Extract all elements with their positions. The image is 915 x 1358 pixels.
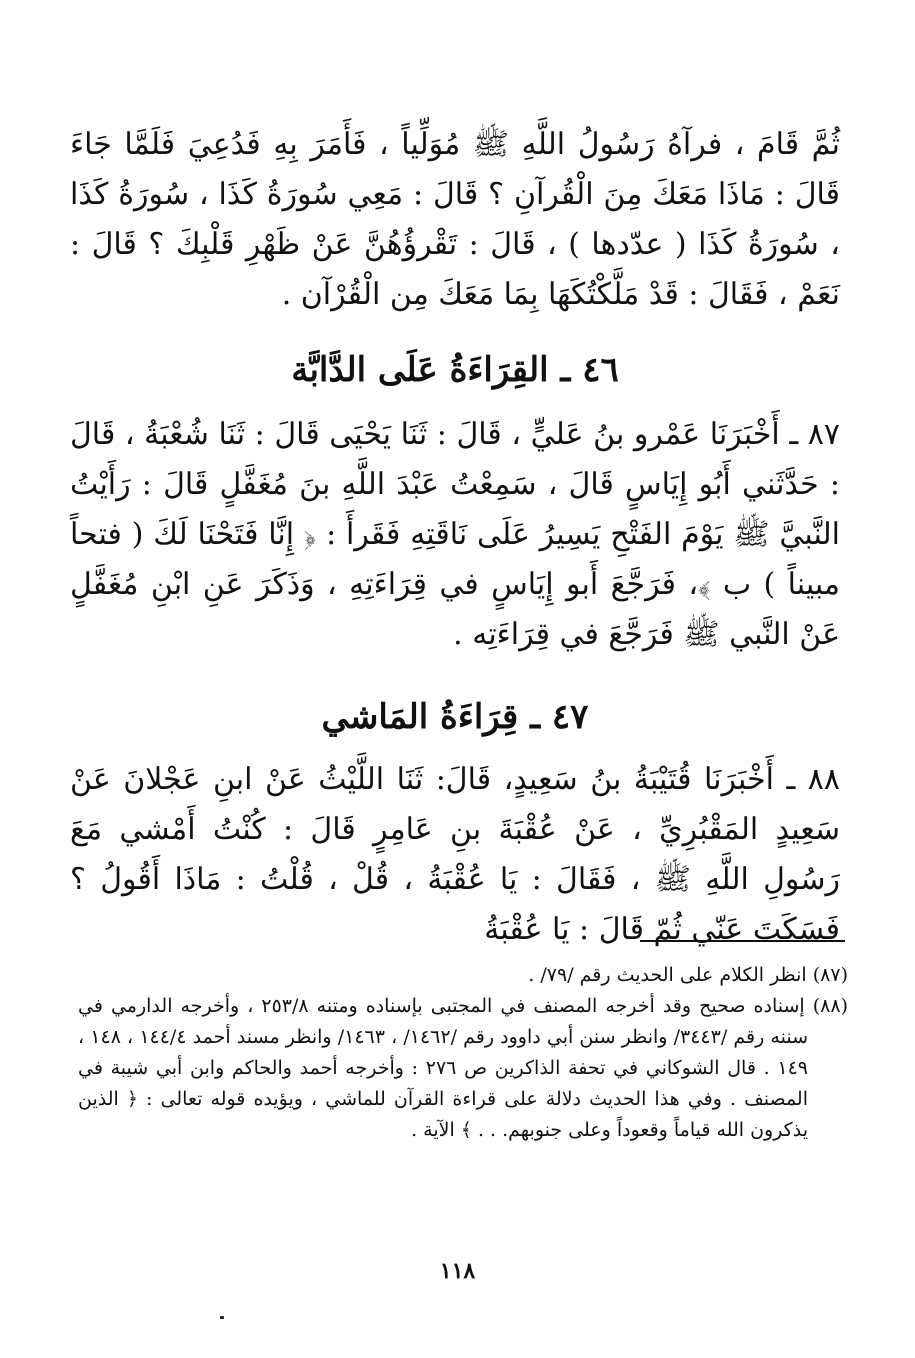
footnote-separator bbox=[640, 940, 845, 942]
scan-speck bbox=[220, 1316, 224, 1319]
hadith-88-text: ٨٨ ـ أَخْبَرَنَا قُتَيْبَةُ بنُ سَعِيدٍ، قَالَ: ثَنَا اللَّيْثُ عَنْ ابنِ عَجْلانَ عَنْ سَعِيدٍ المَقْبُرِيِّ ، عَنْ عُقْبَةَ بنِ عَامِرٍ قَالَ : كُنْتُ أَمْشي مَعَ رَسُولِ اللَّهِ ﷺ ، فَقَالَ : يَا عُقْبَةُ ، قُلْ ، قُلْتُ : مَاذَا أَقُولُ ؟ فَسَكَتَ عَنّي ثُمّ قَالَ : يَا عُقْبَةُ bbox=[70, 762, 840, 947]
continuation-text: ثُمَّ قَامَ ، فرآهُ رَسُولُ اللَّهِ ﷺ مُوَلِّياً ، فَأَمَرَ بِهِ فَدُعِيَ فَلَمَّا جَاءَ قَالَ : مَاذَا مَعَكَ مِنَ الْقُرآنِ ؟ قَالَ : مَعِي سُورَةُ كَذَا ، سُورَةُ كَذَا ، سُورَةُ كَذَا ( عدّدها ) ، قَالَ : تَقْرؤُهُنَّ عَنْ ظَهْرِ قَلْبِكَ ؟ قَالَ : نَعَمْ ، فَقَالَ : قَدْ مَلَّكْتُكَهَا بِمَا مَعَكَ مِن الْقُرْآن . bbox=[70, 127, 840, 312]
chapter-heading-47: ٤٧ ـ قِرَاءَةُ المَاشي bbox=[321, 697, 589, 737]
continuation-paragraph bbox=[70, 120, 840, 320]
page-number: ١١٨ bbox=[439, 1258, 476, 1284]
chapter-heading-46: ٤٦ ـ القِرَاءَةُ عَلَى الدَّابَّة bbox=[291, 350, 619, 390]
footnote-87: (٨٧) انظر الكلام على الحديث رقم /٧٩/ . bbox=[528, 964, 848, 986]
hadith-87-text: ٨٧ ـ أَخْبَرَنَا عَمْرو بنُ عَليٍّ ، قَالَ : ثَنَا يَحْيَى قَالَ : ثَنَا شُعْبَةُ ، قَالَ : حَدَّثَني أَبُو إِيَاسٍ قَالَ ، سَمِعْتُ عَبْدَ اللَّهِ بنَ مُغَفَّلٍ قَالَ : رَأَيْتُ النَّبيَّ ﷺ يَوْمَ الفَتْحِ يَسِيرُ عَلَى نَاقَتِهِ فَقَرأَ : ﴿ إِنَّا فَتَحْنَا لَكَ ( فتحاً مبيناً ) ب ﴾، فَرَجَّعَ أَبو إِيَاسٍ في قِرَاءَتِهِ ، وَذَكَرَ عَنِ ابْنِ مُغَفَّلٍ عَنْ النَّبي ﷺ فَرَجَّعَ في قِرَاءَتِه . bbox=[70, 417, 840, 652]
hadith-88-paragraph bbox=[70, 755, 840, 955]
footnote-88: (٨٨) إسناده صحيح وقد أخرجه المصنف في المجتبى بإسناده ومتنه ٢٥٣/٨ ، وأخرجه الدارمي في سننه رقم /٣٤٤٣/ وانظر سنن أبي داوود رقم /١٤٦٢/ ، ١٤٦٣/ وانظر مسند أحمد ١٤٤/٤ ، ١٤٨ ، ١٤٩ . قال الشوكاني في تحفة الذاكرين ص ٢٧٦ : وأخرجه أحمد والحاكم وابن أبي شيبة في المصنف . وفي هذا الحديث دلالة على قراءة القرآن للماشي ، ويؤيده قوله تعالى : ﴿ الذين يذكرون الله قياماً وقعوداً وعلى جنوبهم. . . ﴾ الآية . bbox=[78, 995, 849, 1141]
hadith-87-paragraph bbox=[70, 410, 840, 660]
footnotes bbox=[78, 960, 848, 1146]
